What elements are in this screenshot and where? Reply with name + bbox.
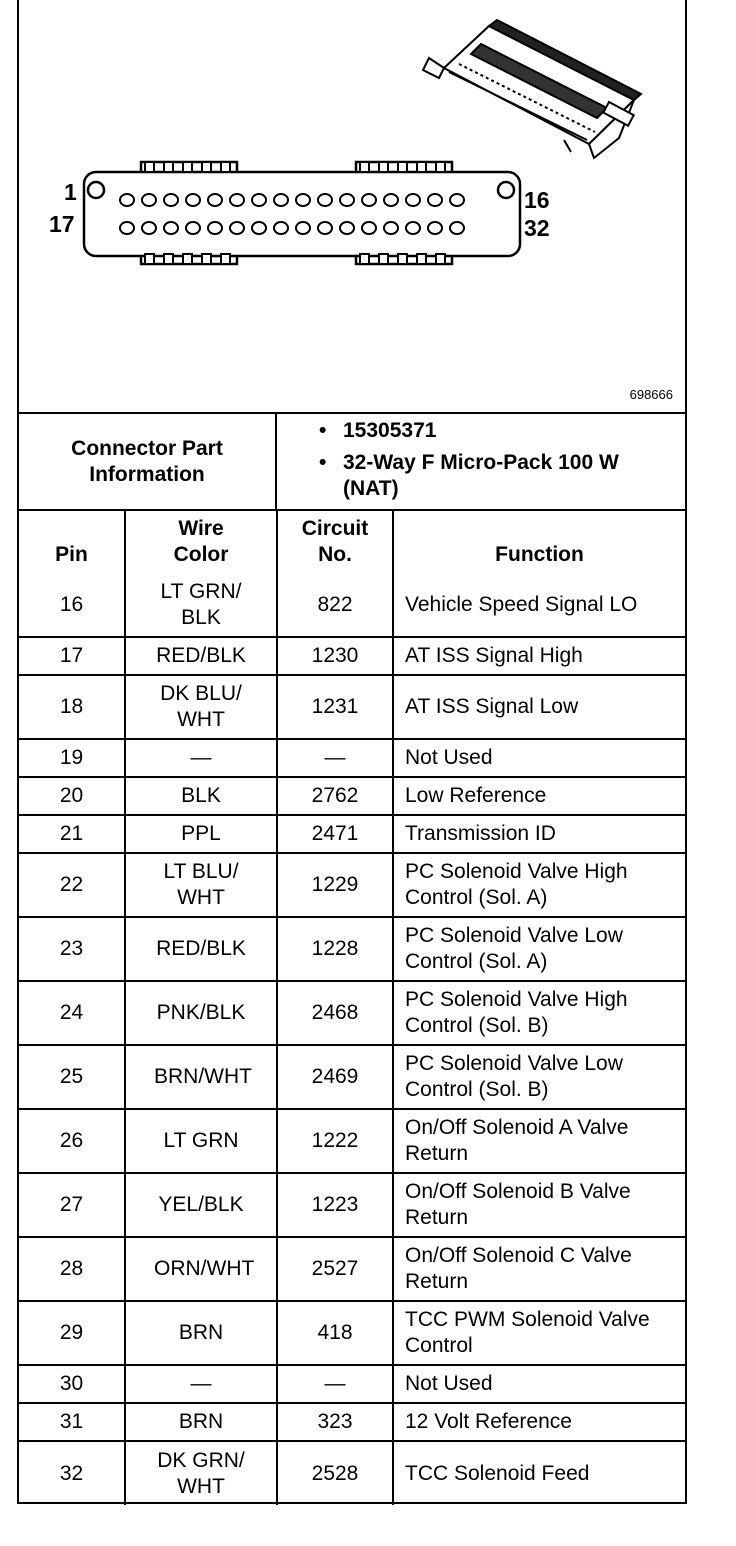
table-row [19,1045,685,1109]
table-row [19,777,685,815]
function-cell: Not Used [393,739,685,777]
pin-cell: 21 [19,815,125,853]
header-pin: Pin [19,509,125,573]
function-cell: Low Reference [393,777,685,815]
latch-tab [164,162,173,172]
function-cell: TCC PWM Solenoid Valve Control [393,1301,685,1365]
latch-tab [183,162,192,172]
pin-cell: 19 [19,739,125,777]
function-cell: PC Solenoid Valve Low Control (Sol. B) [393,1045,685,1109]
table-row [19,1441,685,1505]
table-header-row [19,509,685,573]
circuit-cell: 2528 [277,1441,393,1505]
table-row [19,815,685,853]
connector-drawing [19,0,685,412]
wire-color-cell: LT GRN/ BLK [125,573,277,637]
latch-tab [417,254,426,264]
pin-cell: 20 [19,777,125,815]
table-body [19,573,685,1505]
circuit-cell: 822 [277,573,393,637]
connector-isometric-icon [423,20,641,158]
wire-color-cell: DK BLU/ WHT [125,675,277,739]
header-circuit-text: Circuit No. [301,517,369,566]
latch-tab [202,162,211,172]
wire-color-cell: LT GRN [125,1109,277,1173]
function-cell: On/Off Solenoid B Valve Return [393,1173,685,1237]
part-info-item: • 15305371 [277,418,677,444]
latch-tab [145,254,154,264]
wire-color-cell: PNK/BLK [125,981,277,1045]
header-wire-color-text: Wire Color [173,517,229,566]
wire-color-cell: RED/BLK [125,917,277,981]
part-info-label: Connector Part Information [71,436,223,486]
circuit-cell: 1223 [277,1173,393,1237]
part-info-item: • 32-Way F Micro-Pack 100 W (NAT) [277,450,677,502]
table-row [19,739,685,777]
latch-tab [436,162,445,172]
circuit-cell: 418 [277,1301,393,1365]
latch-tab [379,254,388,264]
circuit-cell: 1229 [277,853,393,917]
part-info-label-cell [19,414,277,509]
latch-tab [417,162,426,172]
pin-cell: 29 [19,1301,125,1365]
latch-tab [183,254,192,264]
pin-cell: 16 [19,573,125,637]
circuit-cell: 2762 [277,777,393,815]
connector-figure [19,0,685,414]
table-row [19,1237,685,1301]
pin-label-1: 1 [64,179,77,205]
connector-face [84,162,520,264]
function-cell: Vehicle Speed Signal LO [393,573,685,637]
table-row [19,675,685,739]
pin-cell: 28 [19,1237,125,1301]
wire-color-cell: BRN/WHT [125,1045,277,1109]
connector-document [17,0,687,1504]
circuit-cell: — [277,739,393,777]
wire-color-cell: PPL [125,815,277,853]
pin-cell: 22 [19,853,125,917]
wire-color-cell: ORN/WHT [125,1237,277,1301]
latch-tab [145,162,154,172]
wire-color-cell: YEL/BLK [125,1173,277,1237]
wire-color-cell: BRN [125,1301,277,1365]
wire-color-cell: BRN [125,1403,277,1441]
table-row [19,1365,685,1403]
function-cell: PC Solenoid Valve Low Control (Sol. A) [393,917,685,981]
pin-cell: 26 [19,1109,125,1173]
wire-color-cell: — [125,739,277,777]
function-cell: PC Solenoid Valve High Control (Sol. A) [393,853,685,917]
pin-cell: 25 [19,1045,125,1109]
function-cell: AT ISS Signal Low [393,675,685,739]
circuit-cell: 1230 [277,637,393,675]
pin-label-17: 17 [49,211,75,237]
header-wire-color [125,509,277,573]
wire-color-cell: RED/BLK [125,637,277,675]
pin-cell: 24 [19,981,125,1045]
function-cell: Not Used [393,1365,685,1403]
circuit-cell: — [277,1365,393,1403]
function-cell: 12 Volt Reference [393,1403,685,1441]
function-cell: Transmission ID [393,815,685,853]
pin-cell: 18 [19,675,125,739]
wire-color-cell: — [125,1365,277,1403]
latch-tab [398,254,407,264]
table-row [19,981,685,1045]
wire-color-cell: BLK [125,777,277,815]
latch-tab [202,254,211,264]
header-circuit [277,509,393,573]
circuit-cell: 1231 [277,675,393,739]
wire-color-cell: DK GRN/ WHT [125,1441,277,1505]
table-row [19,573,685,637]
circuit-cell: 1228 [277,917,393,981]
circuit-cell: 2469 [277,1045,393,1109]
table-row [19,1301,685,1365]
part-info-list [277,416,677,502]
pin-cell: 27 [19,1173,125,1237]
table-row [19,853,685,917]
latch-tab [379,162,388,172]
table-row [19,637,685,675]
table-row [19,917,685,981]
wire-color-cell: LT BLU/ WHT [125,853,277,917]
latch-tab [221,162,230,172]
function-cell: AT ISS Signal High [393,637,685,675]
circuit-cell: 2527 [277,1237,393,1301]
latch-tab [360,162,369,172]
latch-tab [164,254,173,264]
pinout-table [19,509,685,1505]
latch-tab [221,254,230,264]
pin-cell: 17 [19,637,125,675]
table-row [19,1403,685,1441]
pin-cell: 30 [19,1365,125,1403]
pin-label-32: 32 [524,215,550,241]
header-function: Function [393,509,685,573]
pin-cell: 23 [19,917,125,981]
pin-cell: 31 [19,1403,125,1441]
latch-tab [360,254,369,264]
circuit-cell: 1222 [277,1109,393,1173]
connector-part-information [19,414,685,511]
latch-tab [436,254,445,264]
function-cell: PC Solenoid Valve High Control (Sol. B) [393,981,685,1045]
latch-tab [398,162,407,172]
pin-cell: 32 [19,1441,125,1505]
function-cell: On/Off Solenoid C Valve Return [393,1237,685,1301]
pin-label-16: 16 [524,187,550,213]
circuit-cell: 2468 [277,981,393,1045]
table-row [19,1173,685,1237]
function-cell: On/Off Solenoid A Valve Return [393,1109,685,1173]
function-cell: TCC Solenoid Feed [393,1441,685,1505]
circuit-cell: 2471 [277,815,393,853]
circuit-cell: 323 [277,1403,393,1441]
table-row [19,1109,685,1173]
figure-number: 698666 [629,387,673,402]
